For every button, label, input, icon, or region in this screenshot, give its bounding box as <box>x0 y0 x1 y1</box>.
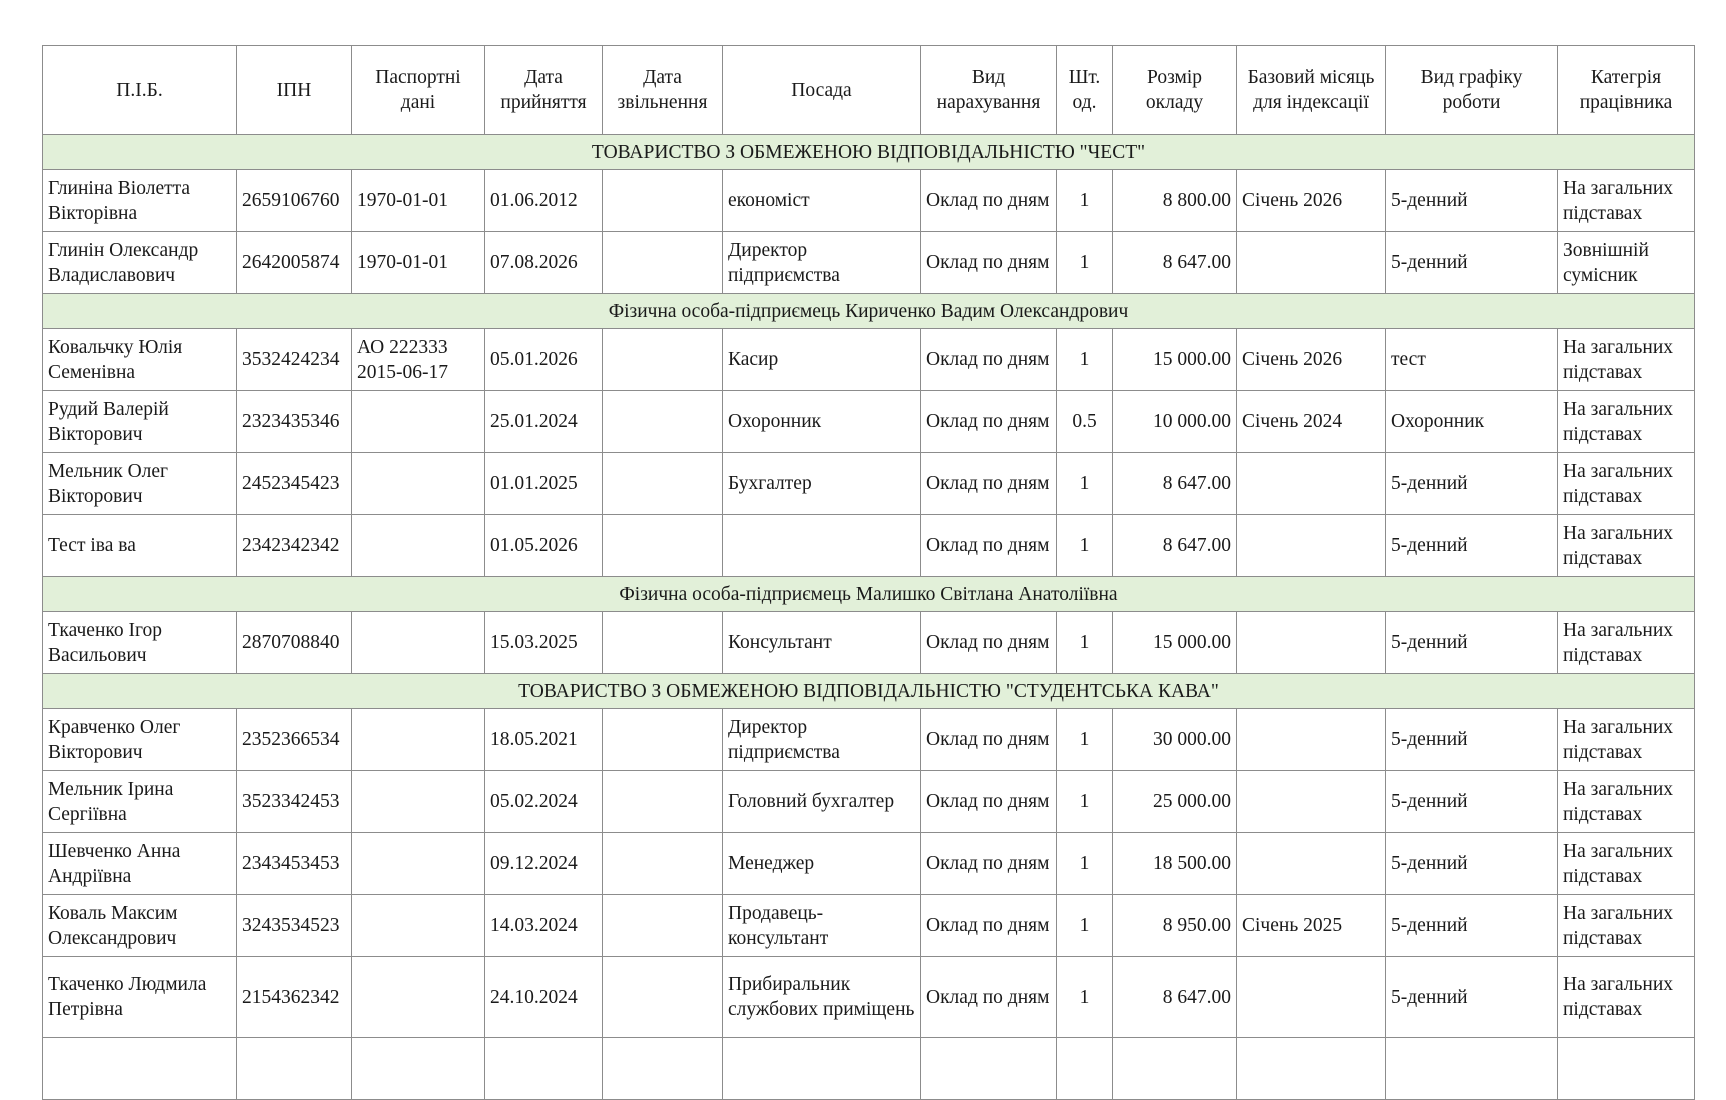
cell-passport: АО 222333 2015-06-17 <box>352 329 485 391</box>
cell-schedule: 5-денний <box>1386 232 1558 294</box>
cell-passport <box>352 833 485 895</box>
cell-dismissal-date <box>603 515 723 577</box>
cell-index-base-month <box>1237 1038 1386 1100</box>
cell-accrual-type: Оклад по дням <box>921 833 1057 895</box>
cell-accrual-type: Оклад по дням <box>921 515 1057 577</box>
cell-position: економіст <box>723 170 921 232</box>
column-header-dismissal-date: Дата звільнення <box>603 46 723 135</box>
cell-tax-id: 2870708840 <box>237 612 352 674</box>
cell-position <box>723 515 921 577</box>
cell-category: На загальних підставах <box>1558 612 1695 674</box>
column-header-category: Категрія працівника <box>1558 46 1695 135</box>
cell-dismissal-date <box>603 709 723 771</box>
cell-passport <box>352 612 485 674</box>
company-name: Фізична особа-підприємець Малишко Світлана Анатоліївна <box>43 577 1695 612</box>
cell-dismissal-date <box>603 771 723 833</box>
group-row <box>43 674 1695 709</box>
table-body <box>43 135 1695 1100</box>
cell-position: Прибиральник службових приміщень <box>723 957 921 1038</box>
cell-tax-id: 2452345423 <box>237 453 352 515</box>
cell-schedule: 5-денний <box>1386 895 1558 957</box>
cell-salary: 18 500.00 <box>1113 833 1237 895</box>
cell-hire-date: 09.12.2024 <box>485 833 603 895</box>
cell-hire-date: 14.03.2024 <box>485 895 603 957</box>
column-header-salary: Розмір окладу <box>1113 46 1237 135</box>
cell-salary: 15 000.00 <box>1113 612 1237 674</box>
cell-hire-date <box>485 1038 603 1100</box>
table-row[interactable] <box>43 895 1695 957</box>
cell-category: На загальних підставах <box>1558 709 1695 771</box>
employees-table <box>42 45 1695 1100</box>
table-row[interactable] <box>43 391 1695 453</box>
cell-staff-units: 1 <box>1057 170 1113 232</box>
cell-index-base-month <box>1237 515 1386 577</box>
cell-hire-date: 01.06.2012 <box>485 170 603 232</box>
table-row[interactable] <box>43 771 1695 833</box>
cell-hire-date: 07.08.2026 <box>485 232 603 294</box>
column-header-hire-date: Дата прийняття <box>485 46 603 135</box>
cell-passport <box>352 1038 485 1100</box>
cell-dismissal-date <box>603 170 723 232</box>
cell-name: Коваль Максим Олександрович <box>43 895 237 957</box>
cell-accrual-type: Оклад по дням <box>921 170 1057 232</box>
cell-salary: 8 800.00 <box>1113 170 1237 232</box>
cell-schedule: 5-денний <box>1386 771 1558 833</box>
cell-position: Касир <box>723 329 921 391</box>
cell-index-base-month <box>1237 453 1386 515</box>
cell-accrual-type: Оклад по дням <box>921 771 1057 833</box>
column-header-accrual-type: Вид нарахування <box>921 46 1057 135</box>
cell-category: Зовнішній сумісник <box>1558 232 1695 294</box>
cell-name: Ковальчку Юлія Семенівна <box>43 329 237 391</box>
cell-position: Консультант <box>723 612 921 674</box>
cell-tax-id: 2342342342 <box>237 515 352 577</box>
cell-schedule: 5-денний <box>1386 453 1558 515</box>
cell-hire-date: 01.01.2025 <box>485 453 603 515</box>
cell-accrual-type: Оклад по дням <box>921 329 1057 391</box>
column-header-name: П.І.Б. <box>43 46 237 135</box>
cell-tax-id <box>237 1038 352 1100</box>
cell-name: Глиніна Віолетта Вікторівна <box>43 170 237 232</box>
cell-schedule: 5-денний <box>1386 957 1558 1038</box>
cell-staff-units: 0.5 <box>1057 391 1113 453</box>
cell-category <box>1558 1038 1695 1100</box>
cell-category: На загальних підставах <box>1558 833 1695 895</box>
cell-category: На загальних підставах <box>1558 957 1695 1038</box>
cell-index-base-month <box>1237 771 1386 833</box>
cell-accrual-type: Оклад по дням <box>921 957 1057 1038</box>
cell-hire-date: 01.05.2026 <box>485 515 603 577</box>
cell-position: Менеджер <box>723 833 921 895</box>
cell-staff-units: 1 <box>1057 612 1113 674</box>
cell-staff-units: 1 <box>1057 833 1113 895</box>
cell-name: Ткаченко Ігор Васильович <box>43 612 237 674</box>
cell-schedule: 5-денний <box>1386 170 1558 232</box>
cell-position: Бухгалтер <box>723 453 921 515</box>
cell-hire-date: 25.01.2024 <box>485 391 603 453</box>
cell-salary: 30 000.00 <box>1113 709 1237 771</box>
cell-tax-id: 3243534523 <box>237 895 352 957</box>
cell-salary <box>1113 1038 1237 1100</box>
cell-hire-date: 24.10.2024 <box>485 957 603 1038</box>
cell-name: Кравченко Олег Вікторович <box>43 709 237 771</box>
cell-name: Ткаченко Людмила Петрівна <box>43 957 237 1038</box>
cell-category: На загальних підставах <box>1558 329 1695 391</box>
cell-salary: 10 000.00 <box>1113 391 1237 453</box>
cell-category: На загальних підставах <box>1558 453 1695 515</box>
cell-passport: 1970-01-01 <box>352 232 485 294</box>
cell-tax-id: 2323435346 <box>237 391 352 453</box>
cell-staff-units: 1 <box>1057 771 1113 833</box>
cell-name: Рудий Валерій Вікторович <box>43 391 237 453</box>
cell-dismissal-date <box>603 833 723 895</box>
cell-staff-units: 1 <box>1057 329 1113 391</box>
cell-name: Тест іва ва <box>43 515 237 577</box>
cell-name: Мельник Ірина Сергіївна <box>43 771 237 833</box>
column-header-tax-id: ІПН <box>237 46 352 135</box>
cell-schedule <box>1386 1038 1558 1100</box>
cell-name: Глинін Олександр Владиславович <box>43 232 237 294</box>
cell-index-base-month: Січень 2026 <box>1237 329 1386 391</box>
cell-tax-id: 2642005874 <box>237 232 352 294</box>
cell-tax-id: 3532424234 <box>237 329 352 391</box>
table-row[interactable] <box>43 232 1695 294</box>
cell-staff-units <box>1057 1038 1113 1100</box>
column-header-index-base-month: Базовий місяць для індексації <box>1237 46 1386 135</box>
group-row <box>43 294 1695 329</box>
cell-passport: 1970-01-01 <box>352 170 485 232</box>
cell-dismissal-date <box>603 1038 723 1100</box>
cell-salary: 8 647.00 <box>1113 515 1237 577</box>
cell-position <box>723 1038 921 1100</box>
cell-index-base-month: Січень 2025 <box>1237 895 1386 957</box>
company-name: Фізична особа-підприємець Кириченко Вадим Олександрович <box>43 294 1695 329</box>
cell-staff-units: 1 <box>1057 515 1113 577</box>
cell-passport <box>352 709 485 771</box>
cell-passport <box>352 895 485 957</box>
cell-index-base-month <box>1237 833 1386 895</box>
cell-index-base-month: Січень 2026 <box>1237 170 1386 232</box>
cell-schedule: 5-денний <box>1386 709 1558 771</box>
cell-staff-units: 1 <box>1057 709 1113 771</box>
company-name: ТОВАРИСТВО З ОБМЕЖЕНОЮ ВІДПОВІДАЛЬНІСТЮ "ЧЕСТ" <box>43 135 1695 170</box>
cell-name <box>43 1038 237 1100</box>
column-header-schedule: Вид графіку роботи <box>1386 46 1558 135</box>
cell-salary: 8 647.00 <box>1113 453 1237 515</box>
cell-tax-id: 2659106760 <box>237 170 352 232</box>
cell-tax-id: 2352366534 <box>237 709 352 771</box>
cell-passport <box>352 453 485 515</box>
cell-dismissal-date <box>603 329 723 391</box>
table-row[interactable] <box>43 833 1695 895</box>
column-header-staff-units: Шт. од. <box>1057 46 1113 135</box>
cell-accrual-type: Оклад по дням <box>921 391 1057 453</box>
cell-dismissal-date <box>603 957 723 1038</box>
cell-dismissal-date <box>603 232 723 294</box>
table-row[interactable] <box>43 709 1695 771</box>
cell-tax-id: 2343453453 <box>237 833 352 895</box>
cell-position: Головний бухгалтер <box>723 771 921 833</box>
cell-hire-date: 05.01.2026 <box>485 329 603 391</box>
cell-index-base-month <box>1237 709 1386 771</box>
cell-name: Мельник Олег Вікторович <box>43 453 237 515</box>
cell-passport <box>352 771 485 833</box>
table-row[interactable] <box>43 1038 1695 1100</box>
group-row <box>43 577 1695 612</box>
cell-position: Охоронник <box>723 391 921 453</box>
cell-schedule: 5-денний <box>1386 612 1558 674</box>
cell-staff-units: 1 <box>1057 453 1113 515</box>
cell-category: На загальних підставах <box>1558 771 1695 833</box>
cell-schedule: тест <box>1386 329 1558 391</box>
table-row[interactable] <box>43 957 1695 1038</box>
cell-dismissal-date <box>603 391 723 453</box>
header-row <box>43 46 1695 135</box>
cell-position: Директор підприємства <box>723 709 921 771</box>
cell-position: Директор підприємства <box>723 232 921 294</box>
cell-passport <box>352 957 485 1038</box>
cell-category: На загальних підставах <box>1558 391 1695 453</box>
cell-index-base-month: Січень 2024 <box>1237 391 1386 453</box>
table-row[interactable] <box>43 170 1695 232</box>
cell-accrual-type <box>921 1038 1057 1100</box>
cell-schedule: 5-денний <box>1386 515 1558 577</box>
cell-dismissal-date <box>603 895 723 957</box>
table-row[interactable] <box>43 515 1695 577</box>
cell-category: На загальних підставах <box>1558 895 1695 957</box>
table-row[interactable] <box>43 329 1695 391</box>
column-header-passport: Паспортні дані <box>352 46 485 135</box>
cell-schedule: 5-денний <box>1386 833 1558 895</box>
company-name: ТОВАРИСТВО З ОБМЕЖЕНОЮ ВІДПОВІДАЛЬНІСТЮ "СТУДЕНТСЬКА КАВА" <box>43 674 1695 709</box>
cell-passport <box>352 515 485 577</box>
cell-salary: 25 000.00 <box>1113 771 1237 833</box>
cell-tax-id: 3523342453 <box>237 771 352 833</box>
cell-salary: 8 647.00 <box>1113 232 1237 294</box>
cell-passport <box>352 391 485 453</box>
cell-salary: 8 950.00 <box>1113 895 1237 957</box>
cell-staff-units: 1 <box>1057 957 1113 1038</box>
cell-hire-date: 15.03.2025 <box>485 612 603 674</box>
cell-name: Шевченко Анна Андріївна <box>43 833 237 895</box>
cell-accrual-type: Оклад по дням <box>921 612 1057 674</box>
group-row <box>43 135 1695 170</box>
cell-position: Продавець-консультант <box>723 895 921 957</box>
cell-salary: 8 647.00 <box>1113 957 1237 1038</box>
cell-staff-units: 1 <box>1057 232 1113 294</box>
table-row[interactable] <box>43 453 1695 515</box>
cell-index-base-month <box>1237 612 1386 674</box>
cell-index-base-month <box>1237 957 1386 1038</box>
cell-schedule: Охоронник <box>1386 391 1558 453</box>
cell-dismissal-date <box>603 612 723 674</box>
cell-accrual-type: Оклад по дням <box>921 709 1057 771</box>
cell-category: На загальних підставах <box>1558 170 1695 232</box>
cell-salary: 15 000.00 <box>1113 329 1237 391</box>
cell-accrual-type: Оклад по дням <box>921 895 1057 957</box>
cell-tax-id: 2154362342 <box>237 957 352 1038</box>
table-row[interactable] <box>43 612 1695 674</box>
cell-hire-date: 18.05.2021 <box>485 709 603 771</box>
cell-dismissal-date <box>603 453 723 515</box>
cell-accrual-type: Оклад по дням <box>921 232 1057 294</box>
cell-staff-units: 1 <box>1057 895 1113 957</box>
cell-accrual-type: Оклад по дням <box>921 453 1057 515</box>
cell-index-base-month <box>1237 232 1386 294</box>
cell-category: На загальних підставах <box>1558 515 1695 577</box>
column-header-position: Посада <box>723 46 921 135</box>
cell-hire-date: 05.02.2024 <box>485 771 603 833</box>
